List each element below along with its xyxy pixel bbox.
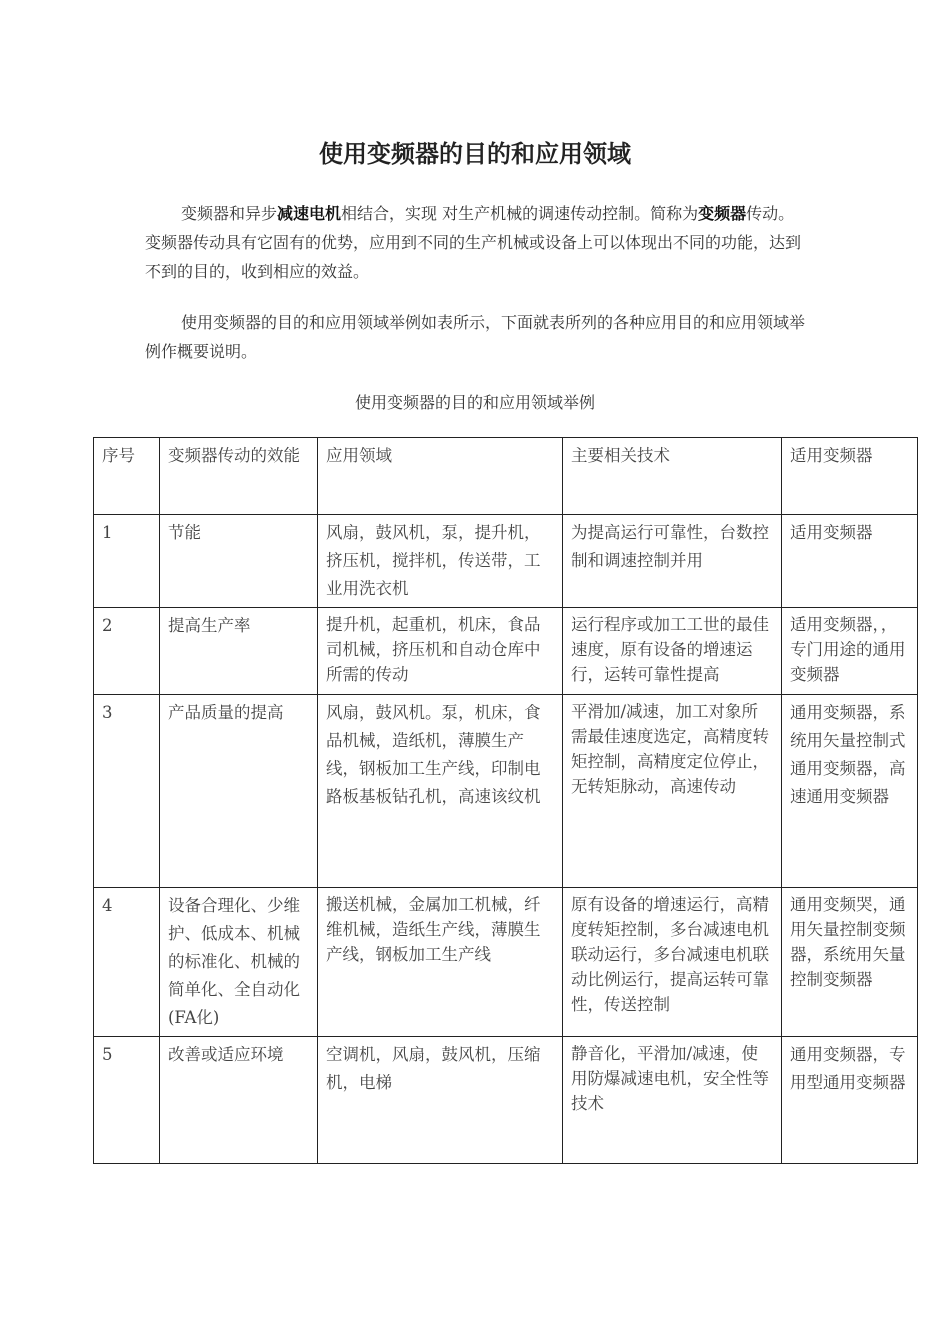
table-cell: 通用变频器，系统用矢量控制式通用变频器，高速通用变频器 [782, 695, 918, 888]
table-cell: 平滑加/减速，加工对象所需最佳速度选定，高精度转矩控制，高精度定位停止，无转矩脉动，高速传动 [563, 695, 782, 888]
intro-text: 传动。变频器传动具有它固有的优势，应用到不同的生产机械或设备上可以体现出不同的功能，达到不到的目的，收到相应的效益。 [145, 204, 802, 281]
table-row [94, 888, 918, 1037]
table-cell: 运行程序或加工工世的最佳速度，原有设备的增速运行，运转可靠性提高 [563, 608, 782, 695]
table-header-row [94, 438, 918, 515]
table-cell: 5 [94, 1037, 160, 1164]
application-table [93, 437, 918, 1164]
table-cell: 通用变频器，专用型通用变频器 [782, 1037, 918, 1164]
table-cell: 2 [94, 608, 160, 695]
header-cell: 适用变频器 [782, 438, 918, 515]
table-cell: 1 [94, 515, 160, 608]
header-cell: 主要相关技术 [563, 438, 782, 515]
table-row [94, 1037, 918, 1164]
table-caption: 使用变频器的目的和应用领域举例 [354, 393, 595, 412]
keyword-inverter[interactable]: 变频器 [698, 204, 747, 223]
table-row [94, 695, 918, 888]
table-cell: 提升机，起重机，机床，食品司机械，挤压机和自动仓库中所需的传动 [318, 608, 563, 695]
table-cell: 风扇，鼓风机，泵，提升机，挤压机，搅拌机，传送带，工业用洗衣机 [318, 515, 563, 608]
table-cell: 设备合理化、少维护、低成本、机械的标准化、机械的简单化、全自动化(FA化) [160, 888, 318, 1037]
intro-text: 相结合，实现 对生产机械的调速传动控制。简称为 [341, 204, 699, 223]
header-cell: 应用领域 [318, 438, 563, 515]
table-cell: 静音化，平滑加/减速，使用防爆减速电机，安全性等技术 [563, 1037, 782, 1164]
table-cell: 风扇，鼓风机。泵，机床，食品机械，造纸机，薄膜生产线，钢板加工生产线，印制电路板基板钻孔机，高速该纹机 [318, 695, 563, 888]
table-cell: 原有设备的增速运行，高精度转矩控制，多台减速电机联动运行，多台减速电机联动比例运行，提高运转可靠性，传送控制 [563, 888, 782, 1037]
table-cell: 适用变频器，，专门用途的通用变频器 [782, 608, 918, 695]
intro-paragraph-1 [145, 199, 810, 286]
keyword-reduction-motor[interactable]: 减速电机 [277, 204, 342, 223]
table-row [94, 515, 918, 608]
table-row [94, 608, 918, 695]
table-cell: 搬送机械，金属加工机械，纤维机械，造纸生产线，薄膜生产线，钢板加工生产线 [318, 888, 563, 1037]
intro-paragraph-2: 使用变频器的目的和应用领域举例如表所示，下面就表所列的各种应用目的和应用领域举例作概要说明。 [145, 313, 806, 361]
table-cell: 提高生产率 [160, 608, 318, 695]
table-cell: 4 [94, 888, 160, 1037]
header-cell: 变频器传动的效能 [160, 438, 318, 515]
table-cell: 通用变频哭，通用矢量控制变频器，系统用矢量控制变频器 [782, 888, 918, 1037]
table-cell: 空调机，风扇，鼓风机，压缩机，电梯 [318, 1037, 563, 1164]
table-cell: 改善或适应环境 [160, 1037, 318, 1164]
intro-text: 变频器和异步 [181, 204, 278, 223]
table-cell: 适用变频器 [782, 515, 918, 608]
table-cell: 3 [94, 695, 160, 888]
table-cell: 节能 [160, 515, 318, 608]
page-title: 使用变频器的目的和应用领域 [319, 140, 631, 168]
header-cell: 序号 [94, 438, 160, 515]
table-cell: 为提高运行可靠性，台数控制和调速控制并用 [563, 515, 782, 608]
table-cell: 产品质量的提高 [160, 695, 318, 888]
